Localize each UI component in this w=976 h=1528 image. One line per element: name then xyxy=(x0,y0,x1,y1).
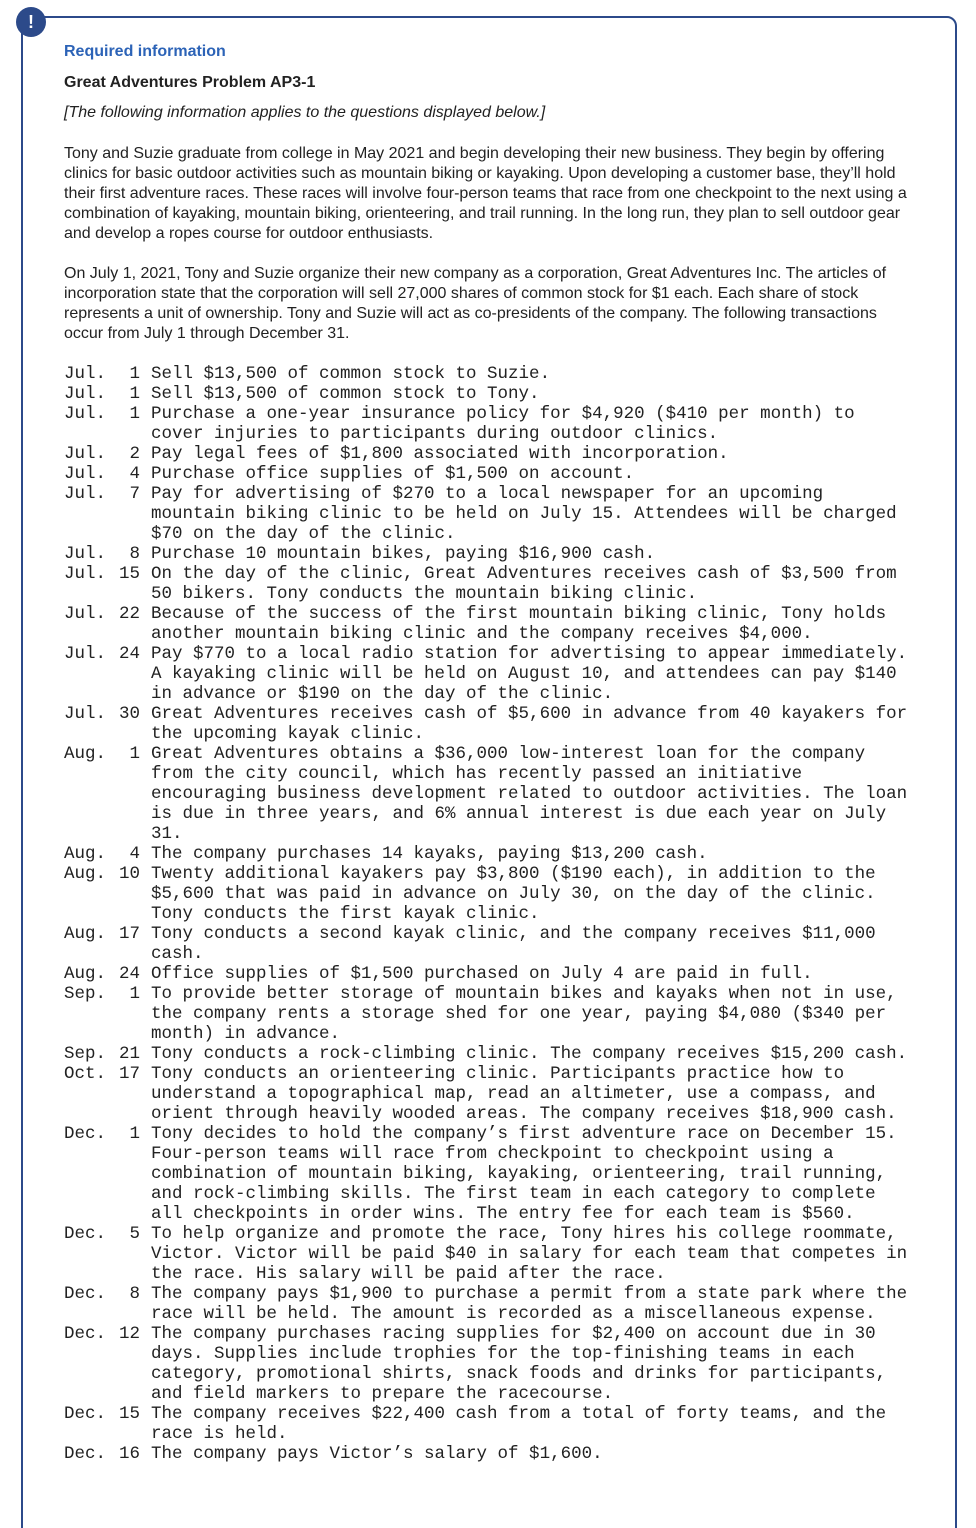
tx-day: 1 xyxy=(129,364,140,384)
tx-day: 10 xyxy=(118,864,140,884)
tx-month: Sep. xyxy=(64,984,107,1004)
tx-text: The company pays Victor’s salary of $1,600. xyxy=(151,1444,603,1464)
transaction-item xyxy=(64,564,914,604)
transaction-item xyxy=(64,444,914,464)
tx-text: Great Adventures receives cash of $5,600 in advance from 40 kayakers for the upcoming kayak clinic. xyxy=(151,704,908,744)
tx-month: Aug. xyxy=(64,964,107,984)
tx-text: Office supplies of $1,500 purchased on July 4 are paid in full. xyxy=(151,964,813,984)
tx-text: Pay legal fees of $1,800 associated with incorporation. xyxy=(151,444,729,464)
tx-month: Aug. xyxy=(64,864,107,884)
transaction-item xyxy=(64,1444,914,1464)
problem-title: Great Adventures Problem AP3-1 xyxy=(64,74,316,91)
applies-note: [The following information applies to the questions displayed below.] xyxy=(64,104,546,121)
transaction-item xyxy=(64,924,914,964)
tx-month: Dec. xyxy=(64,1124,107,1144)
tx-day: 4 xyxy=(129,464,140,484)
tx-text: Twenty additional kayakers pay $3,800 ($190 each), in addition to the $5,600 that was paid in advance on July 30, on the day of the clinic. Tony conducts the first kayak clinic. xyxy=(151,864,876,924)
tx-month: Aug. xyxy=(64,924,107,944)
tx-day: 24 xyxy=(118,644,140,664)
tx-day: 5 xyxy=(129,1224,140,1244)
transaction-item xyxy=(64,1324,914,1404)
tx-month: Jul. xyxy=(64,464,107,484)
tx-month: Dec. xyxy=(64,1224,107,1244)
transaction-item xyxy=(64,544,914,564)
tx-day: 1 xyxy=(129,404,140,424)
tx-text: Great Adventures obtains a $36,000 low-interest loan for the company from the city council, which has recently passed an initiative encouraging business development related to outdoor activities. The loan is due in three years, and 6% annual interest is due each year on July 31. xyxy=(151,744,908,844)
tx-day: 1 xyxy=(129,984,140,1004)
required-information-heading: Required information xyxy=(64,43,226,60)
transaction-item xyxy=(64,1404,914,1444)
tx-month: Jul. xyxy=(64,484,107,504)
tx-month: Jul. xyxy=(64,544,107,564)
tx-text: Purchase 10 mountain bikes, paying $16,900 cash. xyxy=(151,544,656,564)
info-content xyxy=(64,40,914,1464)
tx-text: The company purchases 14 kayaks, paying $13,200 cash. xyxy=(151,844,708,864)
tx-text: Tony conducts an orienteering clinic. Participants practice how to understand a topographical map, read an altimeter, use a compass, and orient through heavily wooded areas. The company receives $18,900 cash. xyxy=(151,1064,897,1124)
tx-text: To provide better storage of mountain bikes and kayaks when not in use, the company rents a storage shed for one year, paying $4,080 ($340 per month) in advance. xyxy=(151,984,897,1044)
tx-month: Dec. xyxy=(64,1444,107,1464)
tx-day: 15 xyxy=(118,564,140,584)
tx-day: 7 xyxy=(129,484,140,504)
transaction-item xyxy=(64,384,914,404)
tx-day: 1 xyxy=(129,384,140,404)
tx-text: To help organize and promote the race, Tony hires his college roommate, Victor. Victor will be paid $40 in salary for each team that competes in the race. His salary will be paid after the race. xyxy=(151,1224,908,1284)
transaction-item xyxy=(64,1124,914,1224)
tx-month: Jul. xyxy=(64,564,107,584)
tx-month: Aug. xyxy=(64,844,107,864)
tx-text: Because of the success of the first mountain biking clinic, Tony holds another mountain biking clinic and the company receives $4,000. xyxy=(151,604,887,644)
transaction-item xyxy=(64,404,914,444)
tx-text: Tony conducts a rock-climbing clinic. The company receives $15,200 cash. xyxy=(151,1044,908,1064)
transaction-item xyxy=(64,644,914,704)
tx-day: 15 xyxy=(118,1404,140,1424)
tx-day: 1 xyxy=(129,1124,140,1144)
tx-text: The company purchases racing supplies for $2,400 on account due in 30 days. Supplies include trophies for the top-finishing teams in each category, promotional shirts, snack foods and drinks for participants, and field markers to prepare the racecourse. xyxy=(151,1324,887,1404)
tx-month: Sep. xyxy=(64,1044,107,1064)
tx-text: On the day of the clinic, Great Adventures receives cash of $3,500 from 50 bikers. Tony conducts the mountain biking clinic. xyxy=(151,564,897,604)
tx-day: 16 xyxy=(118,1444,140,1464)
tx-text: Sell $13,500 of common stock to Suzie. xyxy=(151,364,551,384)
transaction-item xyxy=(64,1224,914,1284)
transaction-item xyxy=(64,484,914,544)
tx-day: 21 xyxy=(118,1044,140,1064)
transaction-item xyxy=(64,964,914,984)
tx-month: Dec. xyxy=(64,1324,107,1344)
tx-day: 30 xyxy=(118,704,140,724)
tx-day: 12 xyxy=(118,1324,140,1344)
tx-month: Jul. xyxy=(64,364,107,384)
tx-day: 17 xyxy=(118,1064,140,1084)
tx-month: Dec. xyxy=(64,1404,107,1424)
transaction-item xyxy=(64,864,914,924)
tx-month: Jul. xyxy=(64,604,107,624)
transaction-list xyxy=(64,364,914,1464)
tx-day: 8 xyxy=(129,544,140,564)
tx-day: 2 xyxy=(129,444,140,464)
organization-paragraph: On July 1, 2021, Tony and Suzie organize their new company as a corporation, Great Adventures Inc. The articles of incorporation state that the corporation will sell 27,000 shares of common stock for $1 each. Each share of stock represents a unit of ownership. Tony and Suzie will act as co-presidents of the company. The following transactions occur from July 1 through December 31. xyxy=(64,265,887,342)
tx-day: 22 xyxy=(118,604,140,624)
tx-month: Jul. xyxy=(64,444,107,464)
tx-text: Sell $13,500 of common stock to Tony. xyxy=(151,384,540,404)
intro-paragraph: Tony and Suzie graduate from college in May 2021 and begin developing their new business. They begin by offering clinics for basic outdoor activities such as mountain biking or kayaking. Upon developing a customer base, they’ll hold their first adventure races. These races will involve four-person teams that race from one checkpoint to the next using a combination of kayaking, mountain biking, orienteering, and trail running. In the long run, they plan to sell outdoor gear and develop a ropes course for outdoor enthusiasts. xyxy=(64,145,907,242)
tx-text: The company receives $22,400 cash from a total of forty teams, and the race is held. xyxy=(151,1404,887,1444)
tx-text: The company pays $1,900 to purchase a permit from a state park where the race will be held. The amount is recorded as a miscellaneous expense. xyxy=(151,1284,908,1324)
tx-text: Pay $770 to a local radio station for advertising to appear immediately. A kayaking clinic will be held on August 10, and attendees can pay $140 in advance or $190 on the day of the clinic. xyxy=(151,644,908,704)
transaction-item xyxy=(64,364,914,384)
tx-text: Pay for advertising of $270 to a local newspaper for an upcoming mountain biking clinic to be held on July 15. Attendees will be charged $70 on the day of the clinic. xyxy=(151,484,897,544)
tx-day: 4 xyxy=(129,844,140,864)
tx-month: Jul. xyxy=(64,404,107,424)
tx-month: Jul. xyxy=(64,644,107,664)
tx-day: 24 xyxy=(118,964,140,984)
transaction-item xyxy=(64,744,914,844)
transaction-item xyxy=(64,1064,914,1124)
transaction-item xyxy=(64,844,914,864)
tx-month: Dec. xyxy=(64,1284,107,1304)
tx-text: Purchase office supplies of $1,500 on account. xyxy=(151,464,635,484)
tx-month: Oct. xyxy=(64,1064,107,1084)
tx-text: Purchase a one-year insurance policy for $4,920 ($410 per month) to cover injuries to participants during outdoor clinics. xyxy=(151,404,855,444)
tx-text: Tony conducts a second kayak clinic, and the company receives $11,000 cash. xyxy=(151,924,876,964)
transaction-item xyxy=(64,604,914,644)
transaction-item xyxy=(64,984,914,1044)
alert-icon: ! xyxy=(16,7,46,37)
tx-day: 8 xyxy=(129,1284,140,1304)
tx-month: Jul. xyxy=(64,704,107,724)
tx-month: Jul. xyxy=(64,384,107,404)
tx-text: Tony decides to hold the company’s first adventure race on December 15. Four-person teams will race from checkpoint to checkpoint using a combination of mountain biking, kayaking, orienteering, trail running, and rock-climbing skills. The first team in each category to complete all checkpoints in order wins. The entry fee for each team is $560. xyxy=(151,1124,897,1224)
transaction-item xyxy=(64,1044,914,1064)
transaction-item xyxy=(64,464,914,484)
tx-day: 17 xyxy=(118,924,140,944)
tx-month: Aug. xyxy=(64,744,107,764)
transaction-item xyxy=(64,704,914,744)
tx-day: 1 xyxy=(129,744,140,764)
transaction-item xyxy=(64,1284,914,1324)
